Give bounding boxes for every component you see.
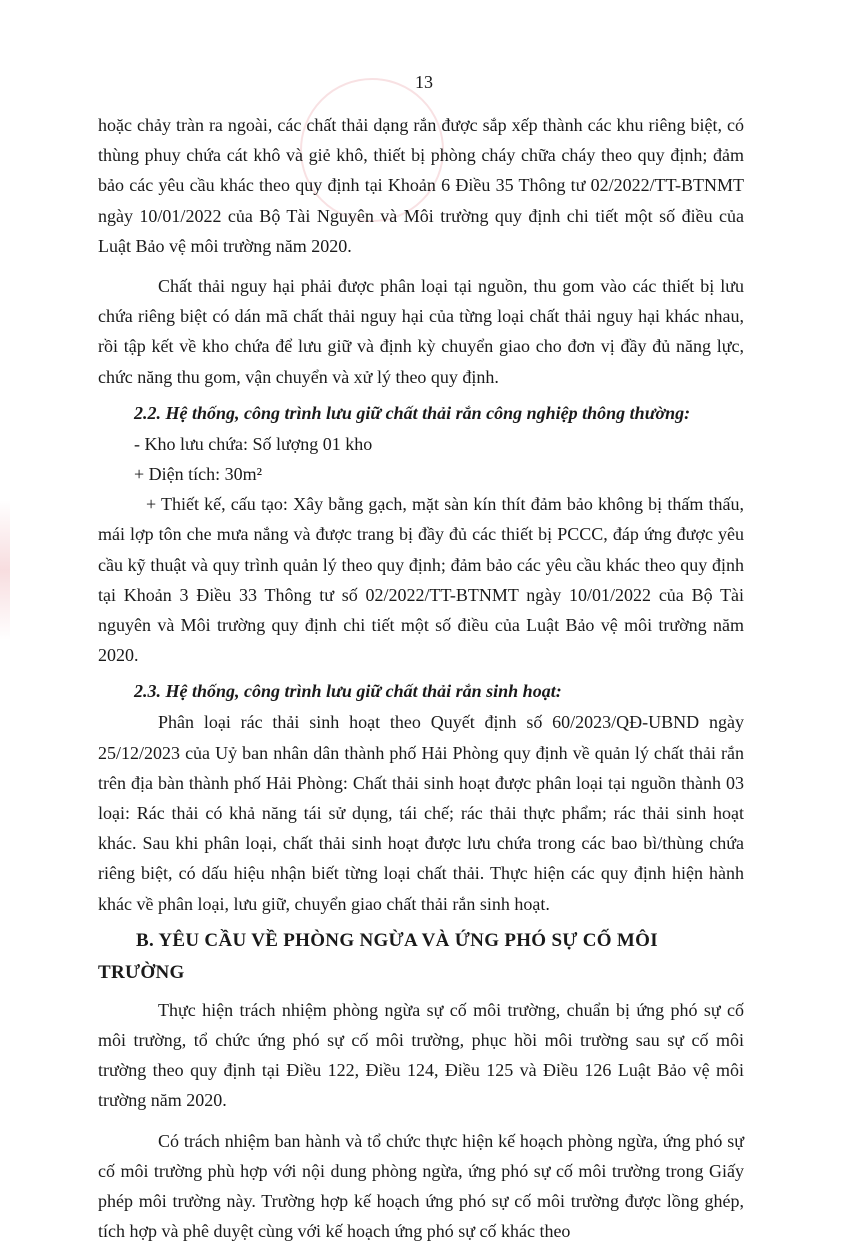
- paragraph-incident-plan: Có trách nhiệm ban hành và tổ chức thực hiện kế hoạch phòng ngừa, ứng phó sự cố môi trường phù hợp với nội dung phòng ngừa, ứng phó sự cố môi trường trong Giấy phép môi trường này. Trường hợp kế hoạch ứng phó sự cố môi trường được lồng ghép, tích hợp và phê duyệt cùng với kế hoạch ứng phó sự cố khác theo: [98, 1130, 744, 1242]
- margin-stamp-mark: [0, 500, 10, 640]
- list-item-area: + Diện tích: 30m²: [134, 464, 263, 485]
- heading-section-b: B. YÊU CẦU VỀ PHÒNG NGỪA VÀ ỨNG PHÓ SỰ CỐ MÔI TRƯỜNG: [98, 929, 658, 983]
- paragraph-domestic-waste: Phân loại rác thải sinh hoạt theo Quyết định số 60/2023/QĐ-UBND ngày 25/12/2023 của Uỷ ban nhân dân thành phố Hải Phòng quy định về quản lý chất thải rắn trên địa bàn thành phố Hải Phòng: Chất thải sinh hoạt được phân loại tại nguồn thành 03 loại: Rác thải có khả năng tái sử dụng, tái chế; rác thải thực phẩm; rác thải sinh hoạt khác. Sau khi phân loại, chất thải sinh hoạt được lưu chứa trong các bao bì/thùng chứa riêng biệt, có dấu hiệu nhận biết từng loại chất thải. Thực hiện các quy định hiện hành khác về phân loại, lưu giữ, chuyển giao chất thải rắn sinh hoạt.: [98, 712, 744, 914]
- paragraph-hazardous-storage: hoặc chảy tràn ra ngoài, các chất thải dạng rắn được sắp xếp thành các khu riêng biệt, có thùng phuy chứa cát khô và giẻ khô, thiết bị phòng cháy chữa cháy theo quy định; đảm bảo các yêu cầu khác theo quy định tại Khoản 6 Điều 35 Thông tư 02/2022/TT-BTNMT ngày 10/01/2022 của Bộ Tài Nguyên và Môi trường quy định chi tiết một số điều của Luật Bảo vệ môi trường năm 2020.: [98, 115, 744, 256]
- paragraph-incident-responsibility: Thực hiện trách nhiệm phòng ngừa sự cố môi trường, chuẩn bị ứng phó sự cố môi trường, tổ chức ứng phó sự cố môi trường, phục hồi môi trường sau sự cố môi trường theo quy định tại Điều 122, Điều 124, Điều 125 và Điều 126 Luật Bảo vệ môi trường năm 2020.: [98, 999, 744, 1111]
- heading-section-2-3: 2.3. Hệ thống, công trình lưu giữ chất thải rắn sinh hoạt:: [134, 681, 562, 702]
- list-item-design: + Thiết kế, cấu tạo: Xây bằng gạch, mặt sàn kín thít đảm bảo không bị thấm thấu, mái lợp tôn che mưa nắng và được trang bị đầy đủ các thiết bị PCCC, đáp ứng được yêu cầu kỹ thuật và quy trình quản lý theo quy định; đảm bảo các yêu cầu khác theo quy định tại Khoản 3 Điều 33 Thông tư số 02/2022/TT-BTNMT ngày 10/01/2022 của Bộ Tài nguyên và Môi trường quy định chi tiết một số điều của Luật Bảo vệ môi trường năm 2020.: [98, 494, 744, 666]
- document-body: [98, 110, 744, 1247]
- list-item-warehouse-count: - Kho lưu chứa: Số lượng 01 kho: [134, 433, 373, 454]
- paragraph-hazardous-classification: Chất thải nguy hại phải được phân loại tại nguồn, thu gom vào các thiết bị lưu chứa riêng biệt có dán mã chất thải nguy hại của từng loại chất thải nguy hại khác nhau, rồi tập kết về kho chứa để lưu giữ và định kỳ chuyển giao cho đơn vị đầy đủ năng lực, chức năng thu gom, vận chuyển và xử lý theo quy định.: [98, 276, 744, 387]
- heading-section-2-2: 2.2. Hệ thống, công trình lưu giữ chất thải rắn công nghiệp thông thường:: [134, 402, 691, 423]
- page-number: 13: [415, 72, 433, 92]
